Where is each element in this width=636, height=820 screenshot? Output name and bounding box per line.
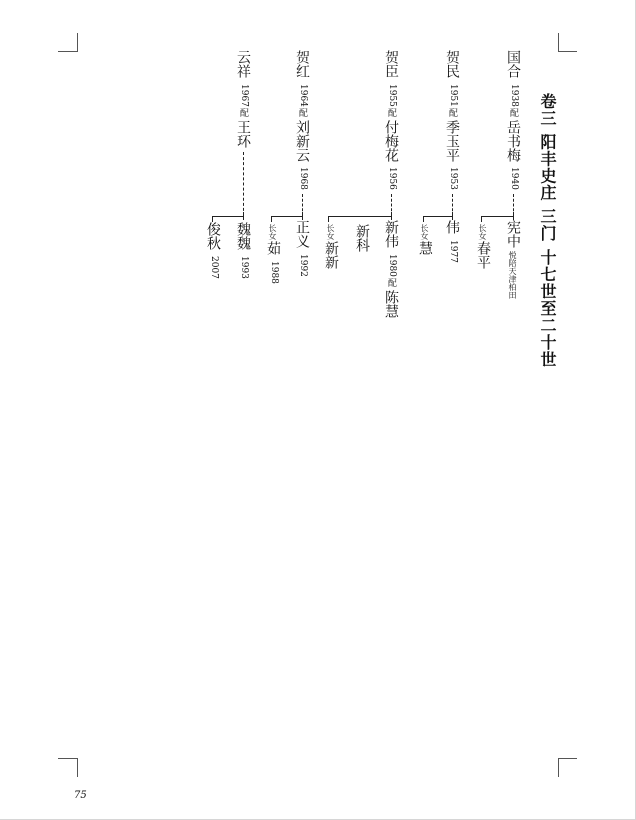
branch-tick <box>481 216 482 222</box>
second-child-name: 俊秋 <box>205 222 221 250</box>
branch-line <box>423 216 453 217</box>
spouse-name: 王环 <box>235 120 251 148</box>
branch-tick <box>513 212 514 220</box>
child-name: 魏魏 <box>235 222 251 250</box>
birth-year: 1951 <box>448 84 458 107</box>
child-spouse-marker: 配 <box>386 278 396 287</box>
spouse-name: 付梅花 <box>383 120 399 162</box>
branch-line <box>328 216 392 217</box>
birth-year: 1938 <box>509 84 519 107</box>
spouse-name: 季玉平 <box>444 120 460 162</box>
person-name: 贺民 <box>444 50 460 78</box>
branch-tick <box>243 212 244 220</box>
spouse-marker: 配 <box>238 108 248 117</box>
spouse-year: 1953 <box>448 167 458 190</box>
child-year: 1980 <box>387 254 397 277</box>
branch-tick <box>391 212 392 220</box>
person-name: 贺红 <box>294 50 310 78</box>
spouse-name: 岳书梅 <box>505 120 521 162</box>
daughter-name: 新新 <box>323 241 339 269</box>
branch-line <box>212 216 244 217</box>
daughter-name: 茹 <box>265 241 281 255</box>
spouse-name: 刘新云 <box>294 120 310 162</box>
spouse-year: 1968 <box>298 167 308 190</box>
second-child-year: 2007 <box>209 256 219 279</box>
daughter-name: 慧 <box>417 241 433 255</box>
birth-year: 1967 <box>239 84 249 107</box>
branch-line <box>481 216 514 217</box>
spouse-marker: 配 <box>508 108 518 117</box>
daughter-marker: 长女 <box>326 224 335 240</box>
branch-tick <box>271 216 272 222</box>
child-name: 新伟 <box>383 220 399 248</box>
page-title: 卷三 阳丰史庄 三门 十七世至二十世 <box>538 93 557 368</box>
branch-tick <box>452 212 453 220</box>
branch-line <box>271 216 303 217</box>
person-name: 贺臣 <box>383 50 399 78</box>
daughter-year: 1988 <box>269 261 279 284</box>
child-year: 1992 <box>298 254 308 277</box>
child-year: 1977 <box>448 240 458 263</box>
spouse-marker: 配 <box>447 108 457 117</box>
spouse-marker: 配 <box>297 108 307 117</box>
spouse-year: 1940 <box>509 167 519 190</box>
child-note: 悦陪天津柏田 <box>508 251 517 299</box>
birth-year: 1955 <box>387 84 397 107</box>
branch-tick <box>302 212 303 220</box>
child-name: 宪中 <box>505 220 521 248</box>
spouse-year: 1956 <box>387 167 397 190</box>
child-name: 伟 <box>444 220 460 234</box>
child-year: 1993 <box>239 256 249 279</box>
child-name: 正义 <box>294 220 310 248</box>
branch-tick <box>328 216 329 222</box>
birth-year: 1964 <box>298 84 308 107</box>
daughter-marker: 长女 <box>420 224 429 240</box>
lineage-line <box>243 152 244 216</box>
spouse-marker: 配 <box>386 108 396 117</box>
person-name: 国合 <box>505 50 521 78</box>
daughter-marker: 长女 <box>478 224 487 240</box>
page-number: 75 <box>74 790 87 801</box>
daughter-marker: 长女 <box>268 224 277 240</box>
branch-tick <box>423 216 424 222</box>
daughter-name: 春平 <box>475 241 491 269</box>
second-child-name: 新科 <box>354 224 370 252</box>
child-spouse-name: 陈慧 <box>383 290 399 318</box>
person-name: 云祥 <box>235 50 251 78</box>
